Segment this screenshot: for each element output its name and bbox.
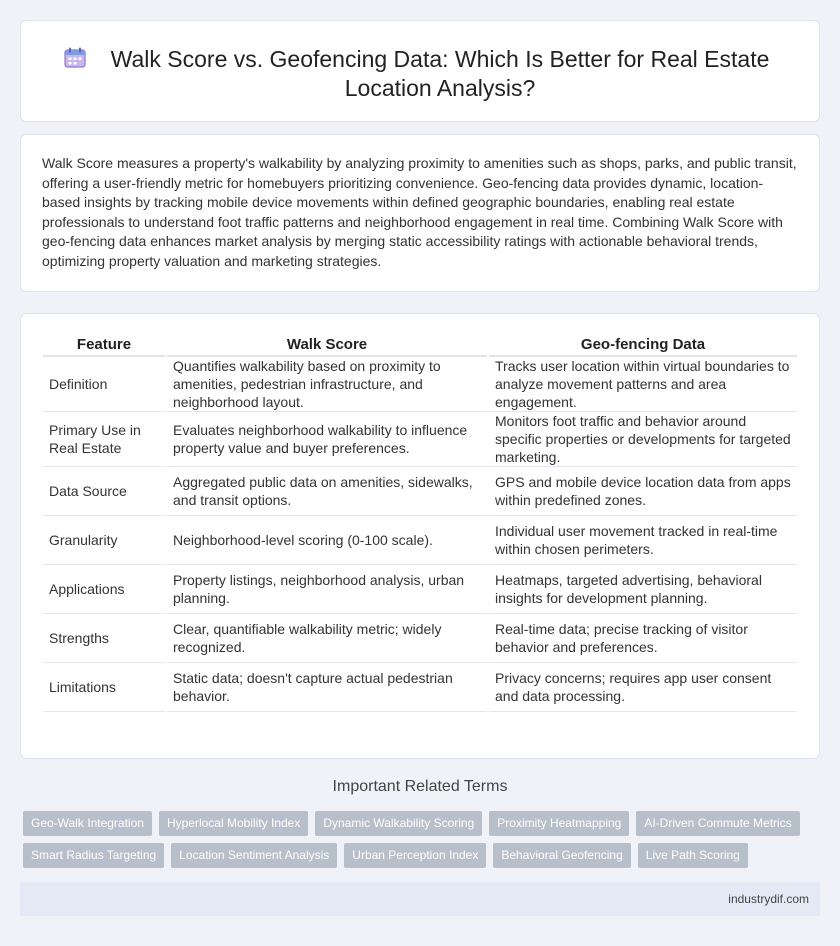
tag-smart-radius-targeting[interactable]: Smart Radius Targeting <box>23 843 164 868</box>
row-walk-score: Quantifies walkability based on proximity to amenities, pedestrian infrastructure, and neighborhood layout. <box>167 357 487 412</box>
row-geofencing: Heatmaps, targeted advertising, behavioral insights for development planning. <box>489 565 797 614</box>
footer <box>20 882 820 916</box>
row-walk-score: Neighborhood-level scoring (0-100 scale). <box>167 516 487 565</box>
tag-proximity-heatmapping[interactable]: Proximity Heatmapping <box>489 811 629 836</box>
table-row <box>43 663 797 712</box>
tag-urban-perception-index[interactable]: Urban Perception Index <box>344 843 486 868</box>
related-terms-list <box>23 811 823 875</box>
comparison-table <box>41 335 799 712</box>
header-feature: Feature <box>43 335 165 357</box>
row-feature: Granularity <box>43 516 165 565</box>
tag-row <box>23 811 823 836</box>
row-geofencing: Privacy concerns; requires app user consent and data processing. <box>489 663 797 712</box>
row-feature: Definition <box>43 357 165 412</box>
row-geofencing: Individual user movement tracked in real-time within chosen perimeters. <box>489 516 797 565</box>
row-walk-score: Aggregated public data on amenities, sidewalks, and transit options. <box>167 467 487 516</box>
row-feature: Primary Use in Real Estate <box>43 412 165 467</box>
header-geofencing: Geo-fencing Data <box>489 335 797 357</box>
row-geofencing: Real-time data; precise tracking of visitor behavior and preferences. <box>489 614 797 663</box>
tag-live-path-scoring[interactable]: Live Path Scoring <box>638 843 748 868</box>
table-row <box>43 516 797 565</box>
tag-behavioral-geofencing[interactable]: Behavioral Geofencing <box>493 843 630 868</box>
footer-site-link[interactable]: industrydif.com <box>728 892 809 906</box>
row-geofencing: GPS and mobile device location data from apps within predefined zones. <box>489 467 797 516</box>
tag-location-sentiment-analysis[interactable]: Location Sentiment Analysis <box>171 843 337 868</box>
tag-row <box>23 843 823 868</box>
related-terms-title: Important Related Terms <box>332 778 508 795</box>
tag-geo-walk-integration[interactable]: Geo-Walk Integration <box>23 811 152 836</box>
row-walk-score: Evaluates neighborhood walkability to influence property value and buyer preferences. <box>167 412 487 467</box>
intro-paragraph: Walk Score measures a property's walkability by analyzing proximity to amenities such as shops, parks, and public transit, offering a user-friendly metric for homebuyers prioritizing convenience. Geo-fencing data provides dynamic, location-based insights by tracking mobile device movements within defined geographic boundaries, enabling real estate professionals to understand foot traffic patterns and neighborhood engagement in real time. Combining Walk Score with geo-fencing data enhances market analysis by merging static accessibility ratings with actionable behavioral trends, optimizing property valuation and marketing strategies. <box>42 155 797 269</box>
table-header-row <box>43 335 797 357</box>
intro-card <box>20 134 820 292</box>
tag-ai-driven-commute-metrics[interactable]: AI-Driven Commute Metrics <box>636 811 799 836</box>
header-walk-score: Walk Score <box>167 335 487 357</box>
row-feature: Strengths <box>43 614 165 663</box>
table-row <box>43 357 797 412</box>
row-feature: Limitations <box>43 663 165 712</box>
comparison-card <box>20 313 820 759</box>
table-row <box>43 565 797 614</box>
table-row <box>43 467 797 516</box>
row-feature: Applications <box>43 565 165 614</box>
row-walk-score: Clear, quantifiable walkability metric; widely recognized. <box>167 614 487 663</box>
table-row <box>43 614 797 663</box>
row-walk-score: Static data; doesn't capture actual pedestrian behavior. <box>167 663 487 712</box>
row-geofencing: Tracks user location within virtual boundaries to analyze movement patterns and area engagement. <box>489 357 797 412</box>
row-walk-score: Property listings, neighborhood analysis, urban planning. <box>167 565 487 614</box>
table-row <box>43 412 797 467</box>
row-feature: Data Source <box>43 467 165 516</box>
row-geofencing: Monitors foot traffic and behavior around specific properties or developments for targeted marketing. <box>489 412 797 467</box>
page-title: Walk Score vs. Geofencing Data: Which Is Better for Real Estate Location Analysis? <box>110 46 770 101</box>
tag-dynamic-walkability-scoring[interactable]: Dynamic Walkability Scoring <box>315 811 482 836</box>
tag-hyperlocal-mobility-index[interactable]: Hyperlocal Mobility Index <box>159 811 308 836</box>
title-card <box>20 20 820 122</box>
